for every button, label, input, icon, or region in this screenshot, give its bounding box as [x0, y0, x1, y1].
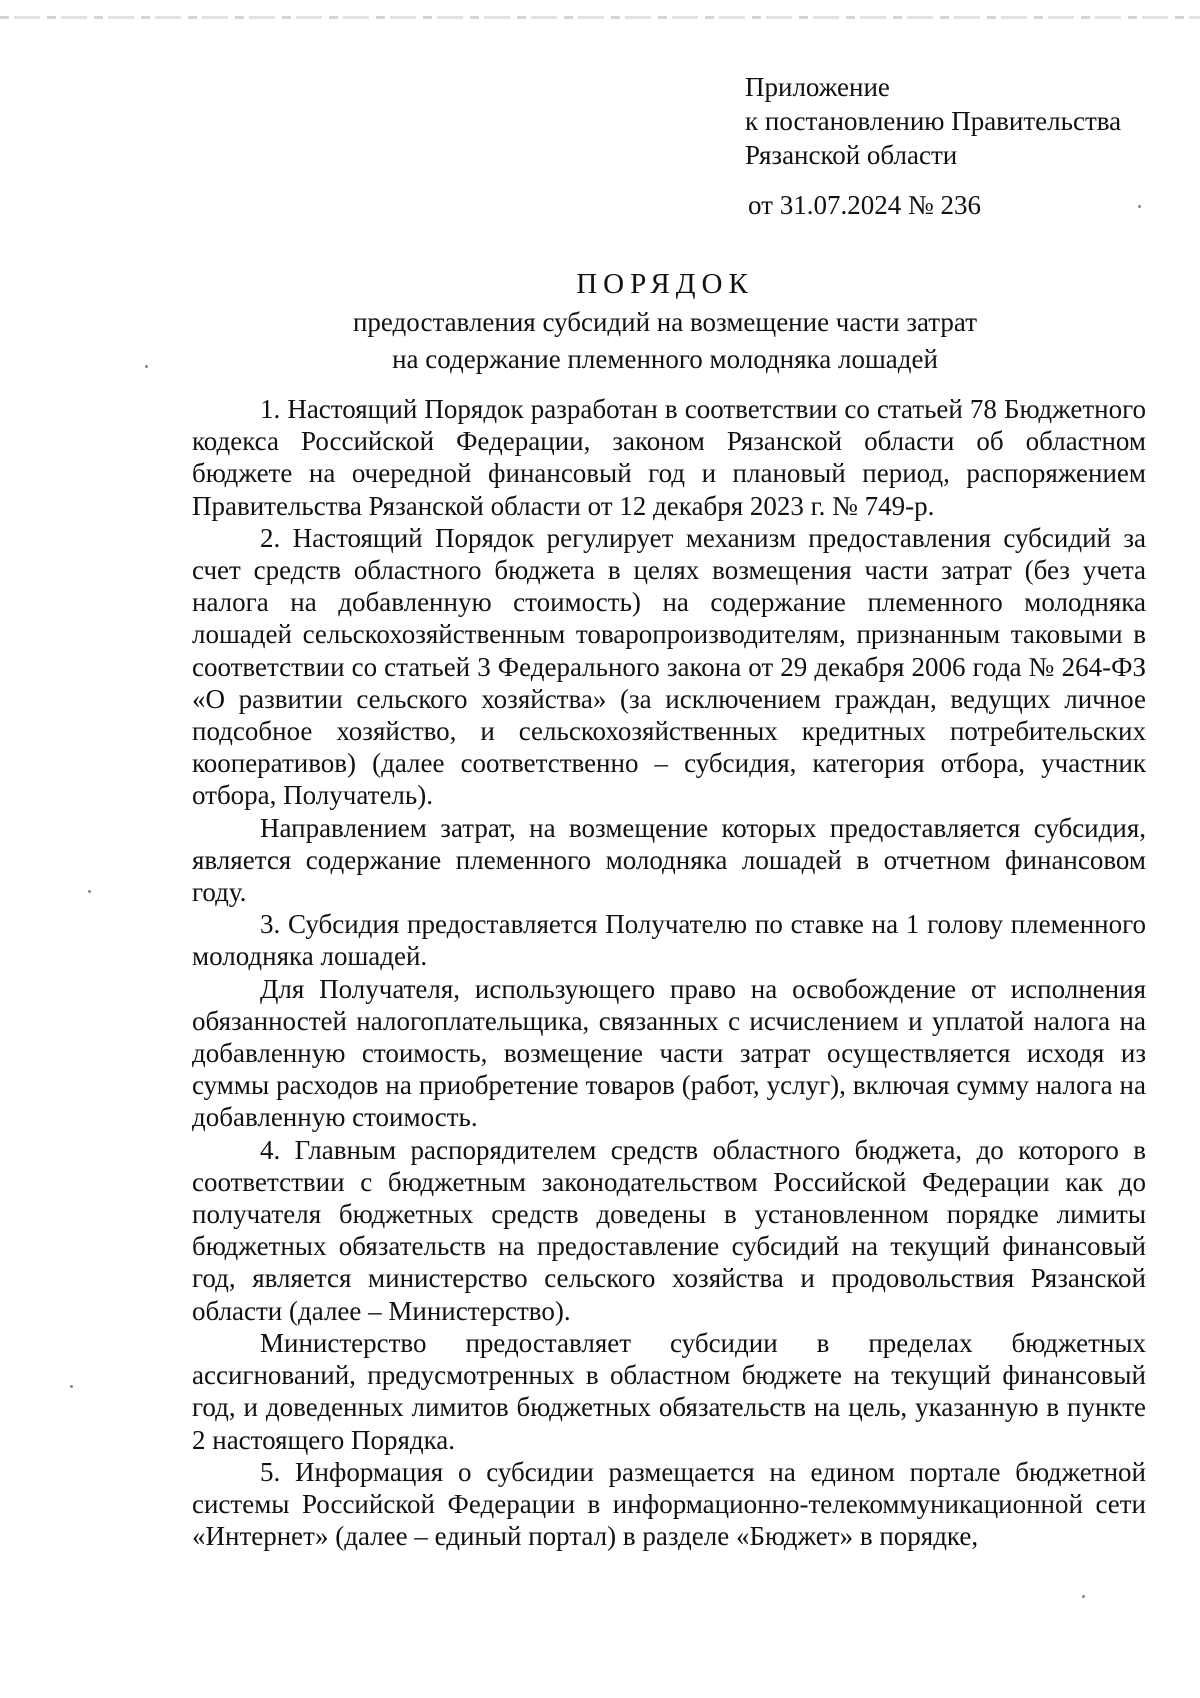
paragraph-item-2: 2. Настоящий Порядок регулирует механизм предоставления субсидий за счет средств областного бюджета в целях возмещения части затрат (без учета налога на добавленную стоимость) на содержание племенного молодняка лошадей сельскохозяйственным товаропроизводителям, признанным таковыми в соответствии со статьей 3 Федерального закона от 29 декабря 2006 года № 264-ФЗ «О развитии сельского хозяйства» (за исключением граждан, ведущих личное подсобное хозяйство, и сельскохозяйственных кредитных потребительских кооперативов) (далее соответственно – субсидия, категория отбора, участник отбора, Получатель).	[192, 522, 1146, 811]
appendix-line-3: Рязанской области	[745, 140, 958, 170]
document-heading	[190, 266, 1140, 376]
document-subtitle-line-1: предоставления субсидий на возмещение части затрат	[352, 307, 978, 337]
paragraph-vat-exemption: Для Получателя, использующего право на освобождение от исполнения обязанностей налогоплательщика, связанных с исчислением и уплатой налога на добавленную стоимость, возмещение части затрат осуществляется исходя из суммы расходов на приобретение товаров (работ, услуг), включая сумму налога на добавленную стоимость.	[192, 973, 1146, 1133]
scan-speck	[88, 890, 91, 893]
document-subtitle-line-2: на содержание племенного молодняка лошадей	[392, 344, 938, 374]
appendix-line-2: к постановлению Правительства	[745, 106, 1122, 136]
document-title: ПОРЯДОК	[576, 268, 754, 300]
paragraph-item-5: 5. Информация о субсидии размещается на едином портале бюджетной системы Российской Федерации в информационно-телекоммуникационной сети «Интернет» (далее – единый портал) в разделе «Бюджет» в порядке,	[192, 1456, 1146, 1552]
paragraph-item-1: 1. Настоящий Порядок разработан в соответствии со статьей 78 Бюджетного кодекса Российской Федерации, законом Рязанской области об областном бюджете на очередной финансовый год и плановый период, распоряжением Правительства Рязанской области от 12 декабря 2023 г. № 749-р.	[192, 394, 1146, 521]
appendix-line-1: Приложение	[745, 72, 890, 102]
appendix-date: от 31.07.2024 № 236	[748, 190, 981, 220]
paragraph-item-4: 4. Главным распорядителем средств областного бюджета, до которого в соответствии с бюджетным законодательством Российской Федерации как до получателя бюджетных средств доведены в установленном порядке лимиты бюджетных обязательств на предоставление субсидий на текущий финансовый год, является министерство сельского хозяйства и продовольствия Рязанской области (далее – Министерство).	[192, 1134, 1146, 1326]
paragraph-item-3: 3. Субсидия предоставляется Получателю по ставке на 1 голову племенного молодняка лошадей.	[192, 909, 1146, 972]
scan-speck	[70, 1385, 73, 1388]
paragraph-expense-direction: Направлением затрат, на возмещение которых предоставляется субсидия, является содержание племенного молодняка лошадей в отчетном финансовом году.	[192, 812, 1146, 908]
appendix-header	[745, 70, 1121, 222]
scan-speck	[1082, 1595, 1085, 1598]
scan-edge-artifact	[0, 16, 1200, 19]
paragraph-ministry-limits: Министерство предоставляет субсидии в пределах бюджетных ассигнований, предусмотренных в областном бюджете на текущий финансовый год, и доведенных лимитов бюджетных обязательств на цель, указанную в пункте 2 настоящего Порядка.	[192, 1327, 1146, 1455]
scan-speck	[1138, 205, 1141, 208]
scan-speck	[145, 365, 148, 368]
document-body	[192, 393, 1146, 1552]
